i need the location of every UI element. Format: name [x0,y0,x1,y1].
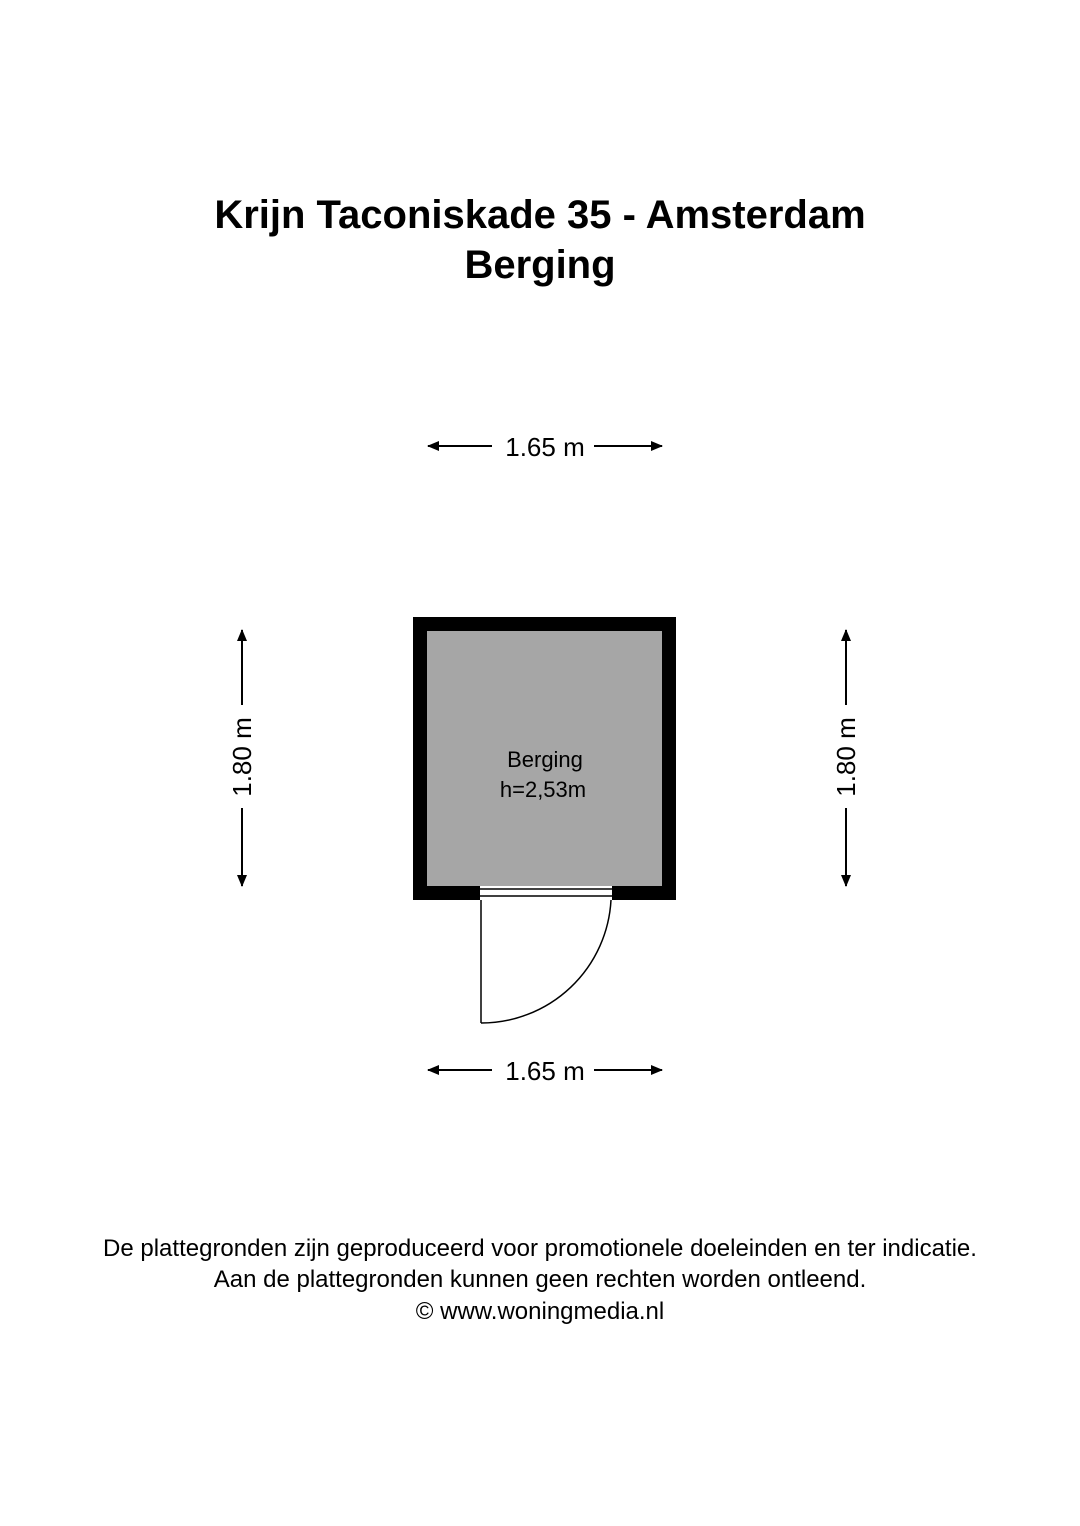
room-name-label: Berging [507,747,583,772]
page-title: Krijn Taconiskade 35 - Amsterdam [214,193,866,237]
door-frame-right [612,886,620,900]
dimension-bottom-label: 1.65 m [505,1056,585,1086]
dimension-top [428,432,662,462]
copyright-line: © www.woningmedia.nl [415,1298,665,1325]
door-frame-left [472,886,480,900]
door-opening [472,886,620,900]
room-height-label: h=2,53m [499,777,587,802]
dimension-left [227,630,257,886]
door-swing-arc [481,900,611,1023]
dimension-right-label: 1.80 m [831,717,861,797]
room-berging [413,617,676,1023]
disclaimer-line-2: Aan de plattegronden kunnen geen rechten worden ontleend. [213,1266,867,1293]
dimension-top-label: 1.65 m [505,432,585,462]
disclaimer-line-1: De plattegronden zijn geproduceerd voor promotionele doeleinden en ter indicatie. [103,1235,977,1262]
dimension-bottom [428,1056,662,1086]
dimension-right [831,630,861,886]
page-subtitle: Berging [464,243,616,287]
dimension-left-label: 1.80 m [227,717,257,797]
